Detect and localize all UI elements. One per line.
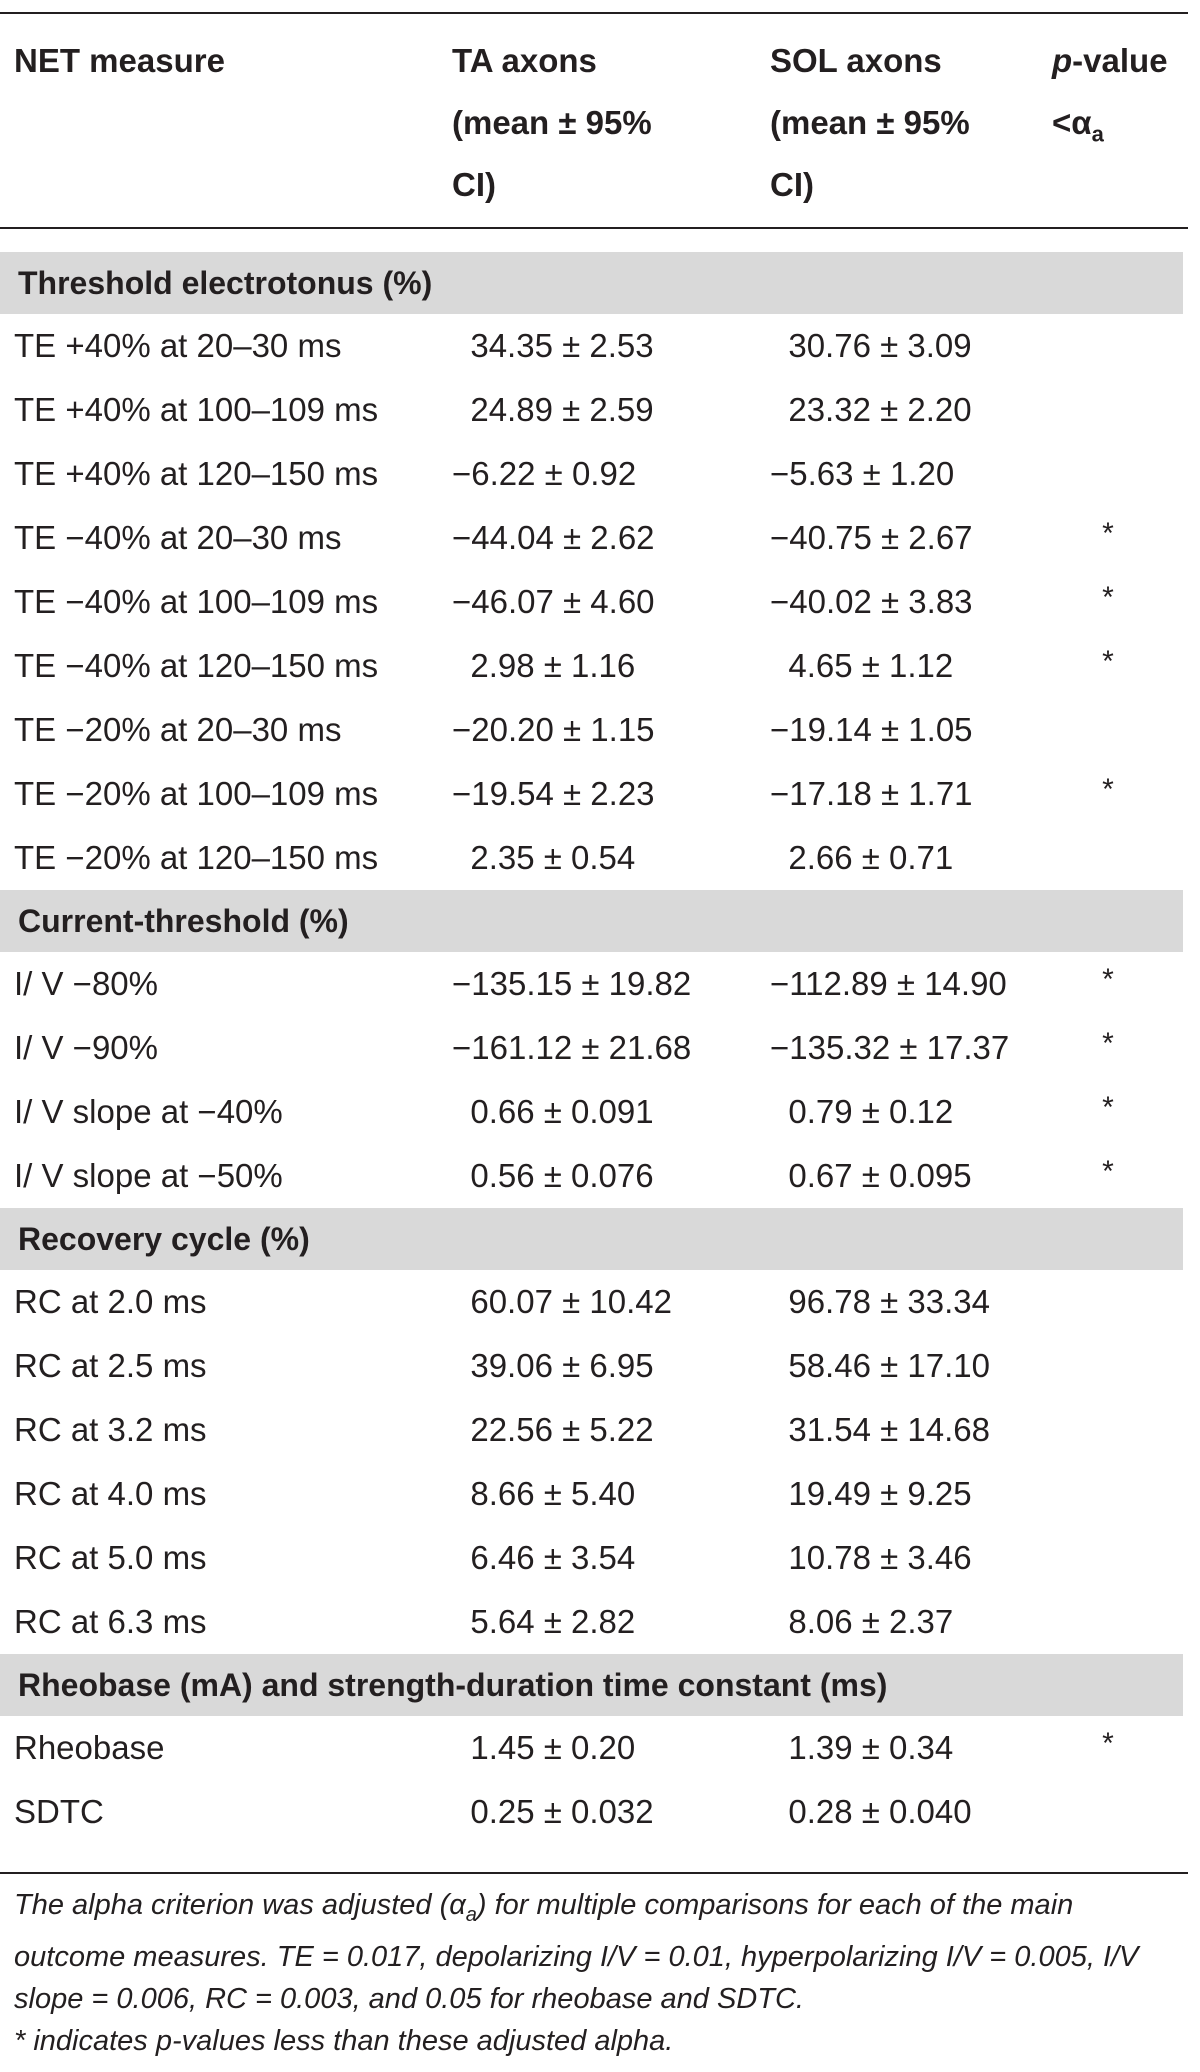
section-title: Recovery cycle (%) [18, 1221, 310, 1257]
section-header [0, 1654, 1183, 1716]
header-p-rest: -value [1072, 42, 1168, 79]
header-p-line2 [1052, 92, 1168, 166]
table-row [0, 314, 1188, 378]
row-sol-value: −40.75 ± 2.67 [770, 519, 973, 556]
table-row [0, 1462, 1188, 1526]
table-row [0, 506, 1188, 570]
section-title: Rheobase (mA) and strength-duration time constant (ms) [18, 1667, 888, 1703]
row-ta-value: 24.89 ± 2.59 [452, 391, 654, 428]
table-row [0, 570, 1188, 634]
header-ta-line1: TA axons [452, 42, 597, 79]
row-sol-value: 31.54 ± 14.68 [770, 1411, 990, 1448]
row-measure: RC at 2.5 ms [14, 1347, 207, 1384]
section-title: Current-threshold (%) [18, 903, 349, 939]
header-rule [0, 227, 1188, 229]
row-measure: I/ V slope at −50% [14, 1157, 283, 1194]
row-sol-value: 19.49 ± 9.25 [770, 1475, 972, 1512]
row-sol-value: 23.32 ± 2.20 [770, 391, 972, 428]
row-significance: * [1102, 773, 1114, 806]
row-measure: TE −20% at 120–150 ms [14, 839, 379, 876]
row-measure: I/ V −80% [14, 965, 159, 1002]
header-p-line1 [1052, 30, 1168, 92]
footnote-alpha-sub: a [465, 1903, 477, 1926]
section-title: Threshold electrotonus (%) [18, 265, 433, 301]
header-sol-line2: (mean ± 95% [770, 104, 970, 141]
row-sol-value: 96.78 ± 33.34 [770, 1283, 990, 1320]
row-measure: RC at 2.0 ms [14, 1283, 207, 1320]
footnote-text-rest: ) for multiple comparisons for each of the main outcome measures. TE = 0.017, depolarizing I/V = 0.01, hyperpolarizing I/V = 0.005, I/V slope = 0.006, RC = 0.003, and 0.05 for rheobase and SDTC. [14, 1889, 1139, 2015]
row-ta-value: −6.22 ± 0.92 [452, 455, 637, 492]
row-measure: TE −20% at 20–30 ms [14, 711, 342, 748]
row-sol-value: 0.67 ± 0.095 [770, 1157, 972, 1194]
table-row [0, 1016, 1188, 1080]
row-ta-value: −44.04 ± 2.62 [452, 519, 655, 556]
table-row [0, 1526, 1188, 1590]
table-row [0, 1716, 1188, 1780]
row-measure: SDTC [14, 1793, 104, 1830]
row-ta-value: 22.56 ± 5.22 [452, 1411, 654, 1448]
row-significance: * [1102, 963, 1114, 996]
row-ta-value: 2.35 ± 0.54 [452, 839, 636, 876]
row-sol-value: 0.79 ± 0.12 [770, 1093, 954, 1130]
header-alpha: <α [1052, 104, 1092, 141]
row-ta-value: 2.98 ± 1.16 [452, 647, 636, 684]
row-ta-value: −161.12 ± 21.68 [452, 1029, 692, 1066]
row-ta-value: −20.20 ± 1.15 [452, 711, 655, 748]
table-row [0, 952, 1188, 1016]
row-sol-value: 8.06 ± 2.37 [770, 1603, 954, 1640]
table-row [0, 826, 1188, 890]
table-row [0, 442, 1188, 506]
row-measure: I/ V slope at −40% [14, 1093, 283, 1130]
row-ta-value: 6.46 ± 3.54 [452, 1539, 636, 1576]
row-significance: * [1102, 1027, 1114, 1060]
row-significance: * [1102, 581, 1114, 614]
row-sol-value: −17.18 ± 1.71 [770, 775, 973, 812]
row-sol-value: −40.02 ± 3.83 [770, 583, 973, 620]
row-ta-value: 34.35 ± 2.53 [452, 327, 654, 364]
header-sol-line1: SOL axons [770, 42, 942, 79]
row-measure: TE −20% at 100–109 ms [14, 775, 379, 812]
table-row [0, 1080, 1188, 1144]
row-ta-value: 8.66 ± 5.40 [452, 1475, 636, 1512]
header-p-italic: p [1052, 42, 1073, 79]
row-significance: * [1102, 645, 1114, 678]
row-ta-value: −19.54 ± 2.23 [452, 775, 655, 812]
row-sol-value: 4.65 ± 1.12 [770, 647, 954, 684]
table-row [0, 698, 1188, 762]
row-ta-value: 0.56 ± 0.076 [452, 1157, 654, 1194]
row-sol-value: −19.14 ± 1.05 [770, 711, 973, 748]
footnote [14, 1884, 1184, 2062]
table-row [0, 1590, 1188, 1654]
section-header [0, 890, 1183, 952]
row-significance: * [1102, 1727, 1114, 1760]
bottom-rule [0, 1872, 1188, 1874]
header-alpha-sub: a [1091, 121, 1104, 147]
header-ta-axons [452, 30, 652, 216]
row-ta-value: 1.45 ± 0.20 [452, 1729, 636, 1766]
table-row [0, 1780, 1188, 1844]
row-measure: TE −40% at 20–30 ms [14, 519, 342, 556]
header-net-measure: NET measure [14, 42, 225, 79]
row-measure: Rheobase [14, 1729, 165, 1766]
table-row [0, 1270, 1188, 1334]
row-measure: RC at 4.0 ms [14, 1475, 207, 1512]
row-sol-value: 2.66 ± 0.71 [770, 839, 954, 876]
row-ta-value: −135.15 ± 19.82 [452, 965, 692, 1002]
row-sol-value: 10.78 ± 3.46 [770, 1539, 972, 1576]
header-sol-axons [770, 30, 970, 216]
table-row [0, 1334, 1188, 1398]
table-row [0, 634, 1188, 698]
row-measure: TE −40% at 100–109 ms [14, 583, 379, 620]
row-ta-value: 60.07 ± 10.42 [452, 1283, 672, 1320]
row-measure: TE +40% at 100–109 ms [14, 391, 379, 428]
row-significance: * [1102, 517, 1114, 550]
row-sol-value: −135.32 ± 17.37 [770, 1029, 1010, 1066]
header-sol-line3: CI) [770, 166, 814, 203]
row-significance: * [1102, 1091, 1114, 1124]
row-sol-value: 30.76 ± 3.09 [770, 327, 972, 364]
section-header [0, 1208, 1183, 1270]
section-header [0, 252, 1183, 314]
row-sol-value: −5.63 ± 1.20 [770, 455, 955, 492]
table-row [0, 762, 1188, 826]
table-row [0, 378, 1188, 442]
table-row [0, 1398, 1188, 1462]
table-row [0, 1144, 1188, 1208]
row-measure: I/ V −90% [14, 1029, 159, 1066]
row-sol-value: −112.89 ± 14.90 [770, 965, 1007, 1002]
row-sol-value: 0.28 ± 0.040 [770, 1793, 972, 1830]
row-significance: * [1102, 1155, 1114, 1188]
row-measure: RC at 6.3 ms [14, 1603, 207, 1640]
footnote-significance: * indicates p-values less than these adjusted alpha. [14, 2024, 674, 2057]
row-ta-value: 0.66 ± 0.091 [452, 1093, 654, 1130]
row-ta-value: 39.06 ± 6.95 [452, 1347, 654, 1384]
row-sol-value: 1.39 ± 0.34 [770, 1729, 954, 1766]
row-measure: TE −40% at 120–150 ms [14, 647, 379, 684]
row-measure: TE +40% at 20–30 ms [14, 327, 342, 364]
row-measure: RC at 5.0 ms [14, 1539, 207, 1576]
row-measure: TE +40% at 120–150 ms [14, 455, 379, 492]
row-ta-value: −46.07 ± 4.60 [452, 583, 655, 620]
header-p-value [1052, 30, 1168, 166]
row-ta-value: 0.25 ± 0.032 [452, 1793, 654, 1830]
header-ta-line2: (mean ± 95% [452, 104, 652, 141]
top-rule [0, 12, 1188, 14]
header-ta-line3: CI) [452, 166, 496, 203]
row-sol-value: 58.46 ± 17.10 [770, 1347, 990, 1384]
row-ta-value: 5.64 ± 2.82 [452, 1603, 636, 1640]
row-measure: RC at 3.2 ms [14, 1411, 207, 1448]
footnote-text: The alpha criterion was adjusted (α [14, 1889, 466, 1921]
